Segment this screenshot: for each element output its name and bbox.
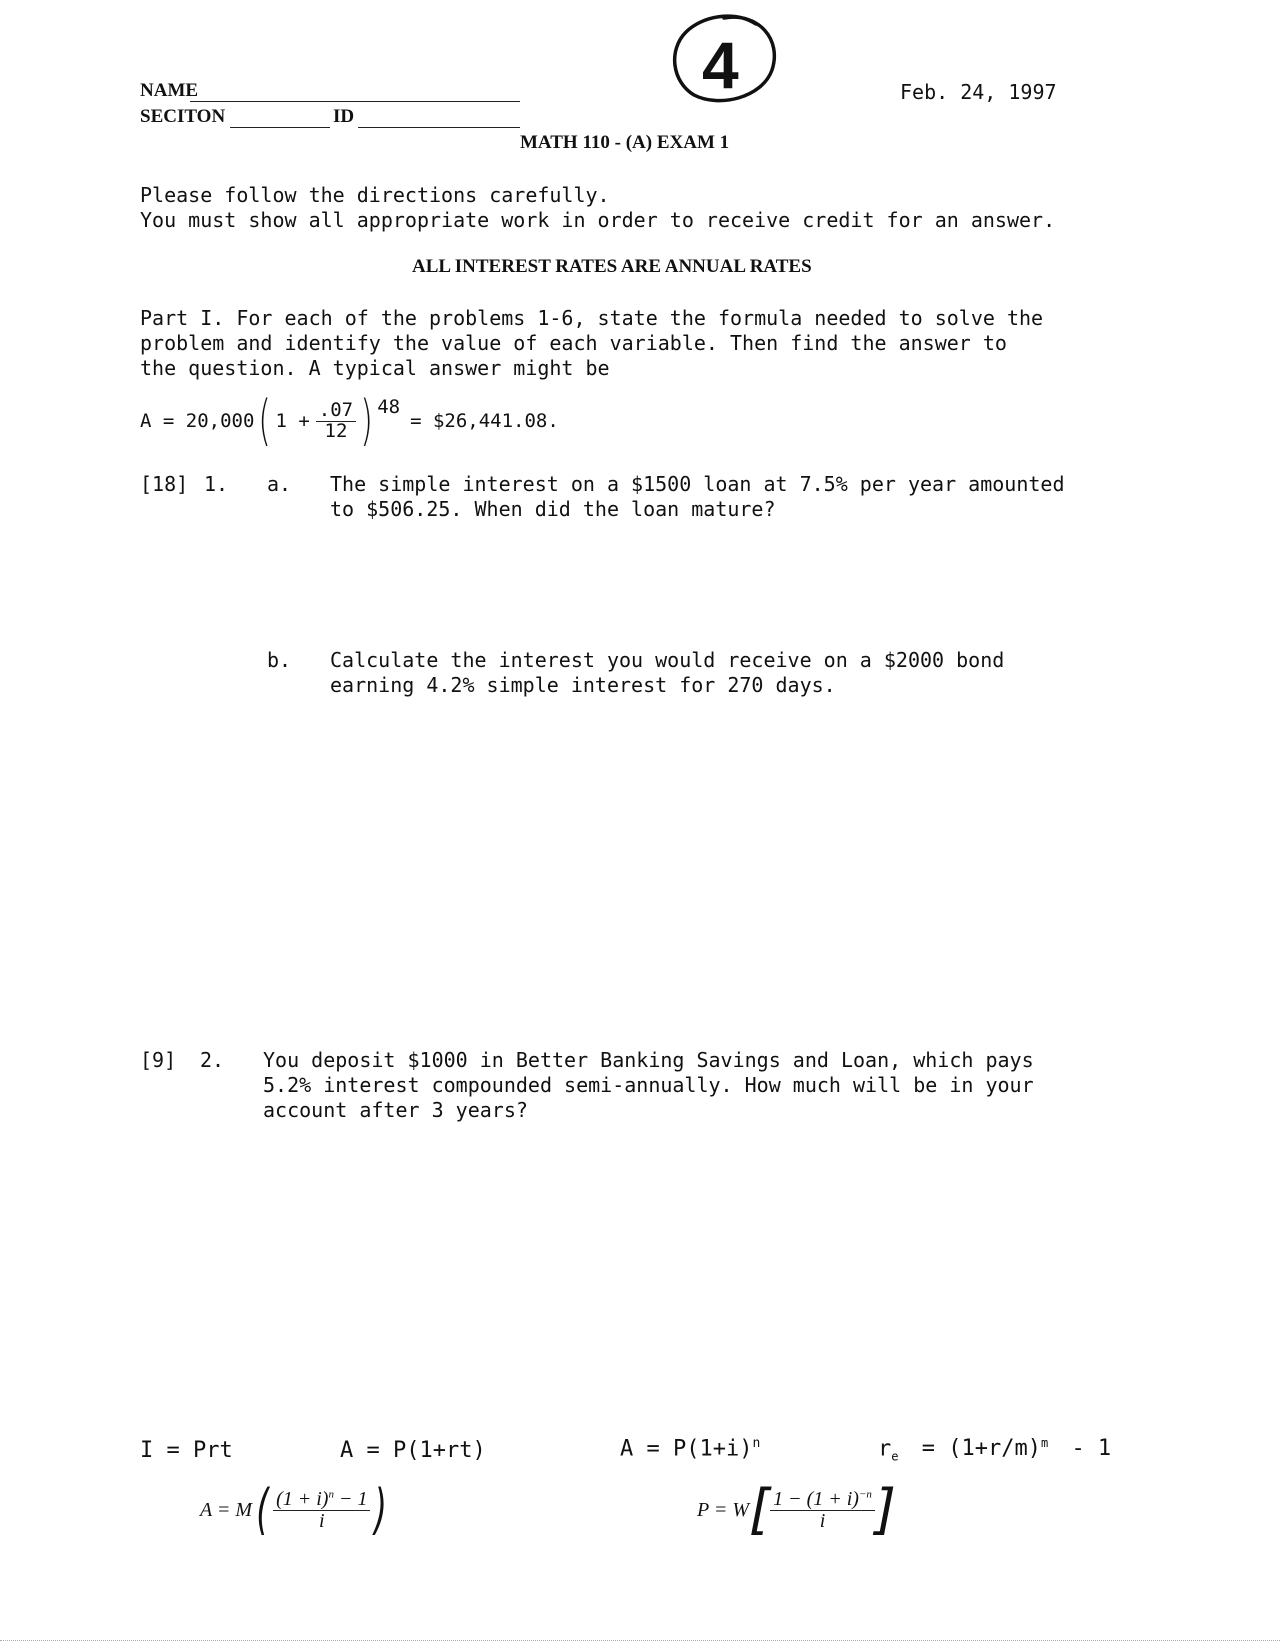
formula-simple-amount: A = P(1+rt): [340, 1438, 486, 1463]
pv-left-bracket: [: [749, 1478, 771, 1541]
annuity-num-tail: − 1: [338, 1487, 368, 1510]
right-paren: ): [360, 389, 373, 452]
pv-right-bracket: ]: [874, 1478, 896, 1541]
formula-simple-interest: I = Prt: [140, 1438, 233, 1463]
problem-2-number: 2.: [200, 1048, 225, 1072]
scan-noise-line: [0, 1640, 1280, 1643]
problem-2-line-1: You deposit $1000 in Better Banking Savings and Loan, which pays: [263, 1048, 1034, 1072]
name-label: NAME: [140, 80, 199, 101]
part1-intro-line-2: problem and identify the value of each variable. Then find the answer to: [140, 331, 1007, 355]
problem-1-points: [18]: [140, 472, 189, 496]
example-result: = $26,441.08.: [410, 410, 559, 432]
pv-lhs: P = W: [697, 1498, 750, 1521]
example-exponent: 48: [377, 396, 401, 418]
circled-grade-mark: [664, 10, 784, 110]
problem-1b-letter: b.: [267, 648, 292, 672]
formula-present-value: [697, 1480, 896, 1540]
pv-denominator: i: [819, 1509, 826, 1532]
example-answer: [140, 389, 559, 452]
effective-rate-lhs: r: [878, 1436, 892, 1462]
id-label: ID: [333, 106, 355, 127]
problem-1b-line-2: earning 4.2% simple interest for 270 days.: [330, 673, 836, 697]
example-numerator: .07: [316, 401, 356, 422]
problem-1a-line-2: to $506.25. When did the loan mature?: [330, 497, 776, 521]
formula-annuity-amount: [200, 1480, 392, 1540]
directions-line-1: Please follow the directions carefully.: [140, 183, 610, 207]
id-field[interactable]: [358, 127, 520, 128]
part1-intro-line-3: the question. A typical answer might be: [140, 356, 610, 380]
problem-1a-line-1: The simple interest on a $1500 loan at 7.5% per year amounted: [330, 472, 1065, 496]
directions-line-2: You must show all appropriate work in order to receive credit for an answer.: [140, 208, 1056, 232]
pv-num-exponent: −n: [858, 1487, 872, 1500]
example-lhs: A = 20,000: [140, 410, 255, 432]
exam-title: MATH 110 - (A) EXAM 1: [520, 132, 730, 153]
name-field[interactable]: [190, 101, 520, 102]
annuity-numerator: [273, 1489, 370, 1511]
compound-amount-exponent: n: [752, 1436, 761, 1451]
pv-fraction: [770, 1489, 875, 1532]
example-one-plus: 1 +: [275, 410, 310, 432]
annuity-lhs: A = M: [200, 1498, 253, 1521]
part1-intro-line-1: Part I. For each of the problems 1-6, state the formula needed to solve the: [140, 306, 1044, 330]
annuity-num-exponent: n: [328, 1487, 334, 1500]
section-field[interactable]: [230, 127, 330, 128]
section-label: SECITON: [140, 106, 226, 127]
pv-numerator: [770, 1489, 875, 1511]
problem-1-number: 1.: [204, 472, 229, 496]
problem-1b-line-1: Calculate the interest you would receive on a $2000 bond: [330, 648, 1005, 672]
problem-1a-letter: a.: [267, 472, 292, 496]
annuity-left-paren: (: [256, 1478, 269, 1541]
formula-effective-rate: [878, 1436, 1111, 1464]
effective-rate-tail: - 1: [1071, 1436, 1112, 1462]
pv-num-base: 1 − (1 + i): [773, 1487, 859, 1510]
example-denominator: 12: [324, 419, 348, 442]
problem-2-line-3: account after 3 years?: [263, 1098, 528, 1122]
effective-rate-exponent: m: [1040, 1436, 1049, 1450]
problem-2-line-2: 5.2% interest compounded semi-annually. How much will be in your: [263, 1073, 1034, 1097]
effective-rate-subscript: e: [891, 1449, 899, 1464]
annuity-fraction: [273, 1489, 370, 1532]
rates-notice: ALL INTEREST RATES ARE ANNUAL RATES: [412, 256, 812, 277]
left-paren: (: [258, 389, 272, 452]
annuity-denominator: i: [319, 1509, 325, 1532]
effective-rate-rhs: = (1+r/m): [921, 1436, 1041, 1462]
problem-2-points: [9]: [140, 1048, 177, 1072]
exam-date: Feb. 24, 1997: [900, 80, 1057, 104]
compound-amount-base: A = P(1+i): [620, 1436, 753, 1462]
formula-compound-amount: [620, 1436, 760, 1461]
example-fraction: [316, 398, 356, 442]
annuity-num-base: (1 + i): [276, 1487, 329, 1510]
annuity-right-paren: ): [374, 1478, 388, 1541]
circled-number: 4: [702, 28, 739, 102]
